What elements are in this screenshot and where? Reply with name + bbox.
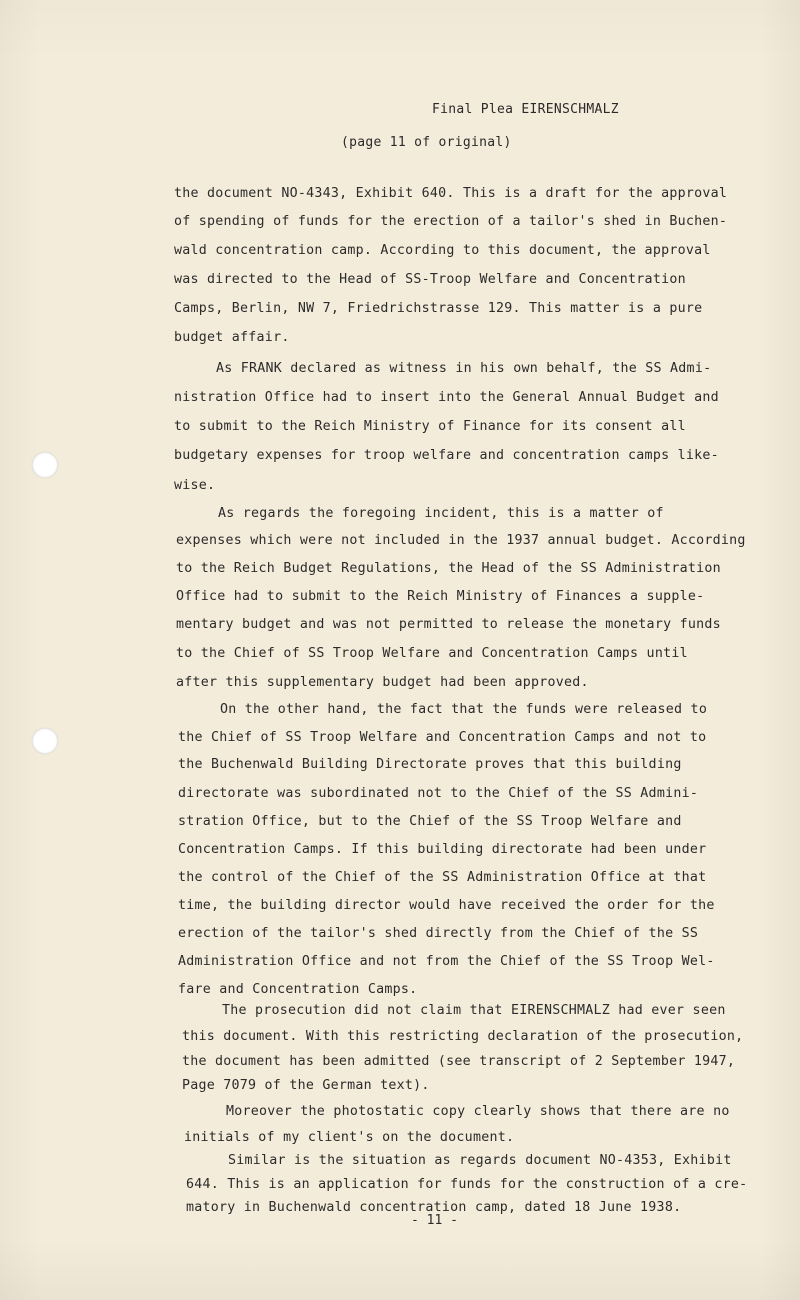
text-line: erection of the tailor's shed directly from the Chief of the SS: [178, 926, 699, 941]
text-line: Page 7079 of the German text).: [182, 1078, 430, 1093]
text-line: to the Chief of SS Troop Welfare and Concentration Camps until: [176, 646, 688, 661]
text-line: budgetary expenses for troop welfare and concentration camps like-: [174, 448, 719, 463]
text-line: nistration Office had to insert into the General Annual Budget and: [174, 390, 719, 405]
document-subtitle: (page 11 of original): [341, 135, 512, 150]
text-line: The prosecution did not claim that EIRENSCHMALZ had ever seen: [222, 1003, 726, 1018]
text-line: to submit to the Reich Ministry of Finance for its consent all: [174, 419, 686, 434]
text-line: Office had to submit to the Reich Ministry of Finances a supple-: [176, 589, 705, 604]
text-line: matory in Buchenwald concentration camp, dated 18 June 1938.: [186, 1200, 682, 1215]
text-line: the control of the Chief of the SS Administration Office at that: [178, 870, 707, 885]
text-line: 644. This is an application for funds for the construction of a cre-: [186, 1177, 748, 1192]
text-line: expenses which were not included in the 1937 annual budget. According: [176, 533, 746, 548]
text-line: mentary budget and was not permitted to release the monetary funds: [176, 617, 721, 632]
text-line: the document has been admitted (see transcript of 2 September 1947,: [182, 1054, 736, 1069]
document-title: Final Plea EIRENSCHMALZ: [432, 102, 619, 117]
text-line: On the other hand, the fact that the funds were released to: [220, 702, 708, 717]
text-line: after this supplementary budget had been approved.: [176, 675, 589, 690]
text-line: Camps, Berlin, NW 7, Friedrichstrasse 129. This matter is a pure: [174, 301, 703, 316]
text-line: stration Office, but to the Chief of the SS Troop Welfare and: [178, 814, 682, 829]
text-line: Similar is the situation as regards document NO-4353, Exhibit: [228, 1153, 732, 1168]
text-line: of spending of funds for the erection of a tailor's shed in Buchen-: [174, 214, 728, 229]
text-line: this document. With this restricting declaration of the prosecution,: [182, 1029, 744, 1044]
page-number: - 11 -: [411, 1213, 458, 1228]
text-line: to the Reich Budget Regulations, the Head of the SS Administration: [176, 561, 721, 576]
text-line: fare and Concentration Camps.: [178, 982, 418, 997]
text-line: initials of my client's on the document.: [184, 1130, 515, 1145]
text-line: As regards the foregoing incident, this is a matter of: [218, 506, 664, 521]
text-line: budget affair.: [174, 330, 290, 345]
text-line: Administration Office and not from the Chief of the SS Troop Wel-: [178, 954, 715, 969]
text-line: As FRANK declared as witness in his own behalf, the SS Admi-: [216, 361, 712, 376]
text-line: the document NO-4343, Exhibit 640. This is a draft for the approval: [174, 186, 728, 201]
text-line: wise.: [174, 478, 216, 493]
text-line: time, the building director would have received the order for the: [178, 898, 715, 913]
text-line: was directed to the Head of SS-Troop Welfare and Concentration: [174, 272, 686, 287]
text-line: wald concentration camp. According to this document, the approval: [174, 243, 711, 258]
text-line: Moreover the photostatic copy clearly shows that there are no: [226, 1104, 730, 1119]
text-line: Concentration Camps. If this building directorate had been under: [178, 842, 707, 857]
text-line: the Buchenwald Building Directorate proves that this building: [178, 757, 682, 772]
text-line: directorate was subordinated not to the Chief of the SS Admini-: [178, 786, 699, 801]
text-line: the Chief of SS Troop Welfare and Concentration Camps and not to: [178, 730, 707, 745]
